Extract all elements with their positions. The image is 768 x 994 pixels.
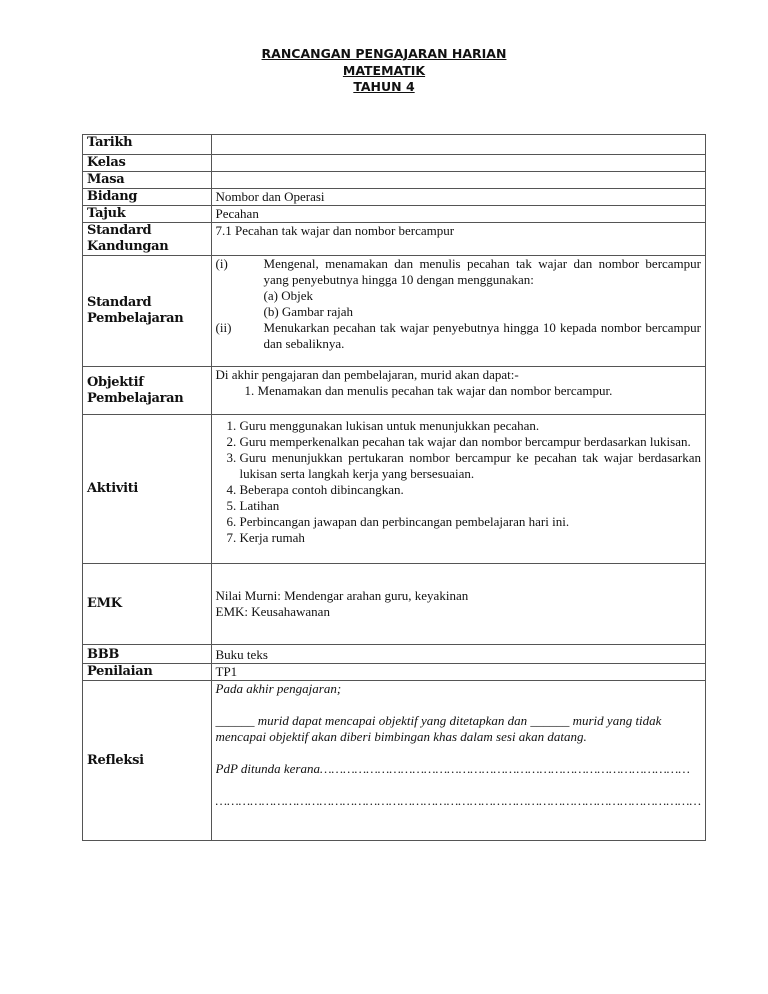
row-tarikh — [83, 135, 706, 155]
row-kelas — [83, 155, 706, 172]
label-aktiviti: Aktiviti — [83, 415, 212, 564]
row-tajuk — [83, 206, 706, 223]
value-tarikh[interactable] — [211, 135, 705, 155]
value-bbb: Buku teks — [211, 645, 705, 664]
heading-year: TAHUN 4 — [353, 79, 415, 94]
value-aktiviti — [211, 415, 705, 564]
sp-item-1 — [216, 256, 701, 288]
sp-item-1-sub-b: (b) Gambar rajah — [263, 304, 354, 319]
row-emk — [83, 564, 706, 645]
label-penilaian: Penilaian — [83, 664, 212, 681]
label-bidang: Bidang — [83, 189, 212, 206]
label-masa: Masa — [83, 172, 212, 189]
value-masa[interactable] — [211, 172, 705, 189]
aktiviti-item: 7. Kerja rumah — [240, 530, 701, 546]
row-standard-kandungan — [83, 223, 706, 256]
value-bidang: Nombor dan Operasi — [211, 189, 705, 206]
label-standard-kandungan: Standard Kandungan — [83, 223, 212, 256]
value-objektif — [211, 367, 705, 415]
aktiviti-list — [216, 418, 701, 546]
row-objektif — [83, 367, 706, 415]
sp-item-2-text: Menukarkan pecahan tak wajar penyebutnya hingga 10 kepada nombor bercampur dan sebaliknya. — [263, 320, 701, 351]
aktiviti-item: 3. Guru menunjukkan pertukaran nombor bercampur ke pecahan tak wajar berdasarkan lukisan serta langkah kerja yang bersesuaian. — [240, 450, 701, 482]
refleksi-line-2: ______ murid dapat mencapai objektif yang ditetapkan dan ______ murid yang tidak mencapai objektif akan diberi bimbingan khas dalam sesi akan datang. — [215, 713, 662, 744]
label-standard-pembelajaran: Standard Pembelajaran — [83, 256, 212, 367]
value-penilaian: TP1 — [211, 664, 705, 681]
label-bbb: BBB — [83, 645, 212, 664]
value-standard-kandungan: 7.1 Pecahan tak wajar dan nombor bercampur — [211, 223, 705, 256]
label-refleksi: Refleksi — [83, 681, 212, 841]
sp-item-1-number: (i) — [215, 256, 228, 271]
label-kelas: Kelas — [83, 155, 212, 172]
row-masa — [83, 172, 706, 189]
heading-title: RANCANGAN PENGAJARAN HARIAN — [261, 46, 507, 61]
value-refleksi — [211, 681, 705, 841]
sp-item-1-text: Mengenal, menamakan dan menulis pecahan tak wajar dan nombor bercampur yang penyebutnya hingga 10 dengan menggunakan: — [263, 256, 701, 287]
emk-line-1: Nilai Murni: Mendengar arahan guru, keyakinan — [215, 588, 469, 603]
objektif-intro: Di akhir pengajaran dan pembelajaran, murid akan dapat:- — [215, 367, 519, 382]
value-kelas[interactable] — [211, 155, 705, 172]
label-objektif: Objektif Pembelajaran — [83, 367, 212, 415]
aktiviti-item: 1. Guru menggunakan lukisan untuk menunjukkan pecahan. — [240, 418, 701, 434]
aktiviti-item: 5. Latihan — [240, 498, 701, 514]
heading-subject: MATEMATIK — [342, 62, 426, 78]
refleksi-line-3: PdP ditunda kerana…………………………………………………………………………………… — [215, 761, 690, 776]
label-tajuk: Tajuk — [83, 206, 212, 223]
lesson-plan-table — [82, 134, 706, 841]
row-aktiviti — [83, 415, 706, 564]
refleksi-line-1: Pada akhir pengajaran; — [215, 681, 342, 696]
row-standard-pembelajaran — [83, 256, 706, 367]
sp-item-2 — [216, 320, 701, 352]
label-tarikh: Tarikh — [83, 135, 212, 155]
sp-item-1-sub-a: (a) Objek — [263, 288, 313, 303]
emk-line-2: EMK: Keusahawanan — [215, 604, 330, 619]
row-penilaian — [83, 664, 706, 681]
label-emk: EMK — [83, 564, 212, 645]
aktiviti-item: 2. Guru memperkenalkan pecahan tak wajar dan nombor bercampur berdasarkan lukisan. — [240, 434, 701, 450]
row-bidang — [83, 189, 706, 206]
refleksi-line-4: ……………………………………………………………………………………………………………… — [215, 793, 701, 808]
value-standard-pembelajaran — [211, 256, 705, 367]
value-tajuk: Pecahan — [211, 206, 705, 223]
row-bbb — [83, 645, 706, 664]
value-emk — [211, 564, 705, 645]
objektif-list — [216, 383, 701, 399]
aktiviti-item: 4. Beberapa contoh dibincangkan. — [240, 482, 701, 498]
aktiviti-item: 6. Perbincangan jawapan dan perbincangan pembelajaran hari ini. — [240, 514, 701, 530]
document-heading — [0, 46, 768, 96]
objektif-item: 1. Menamakan dan menulis pecahan tak wajar dan nombor bercampur. — [258, 383, 701, 399]
sp-item-2-number: (ii) — [215, 320, 232, 335]
row-refleksi — [83, 681, 706, 841]
